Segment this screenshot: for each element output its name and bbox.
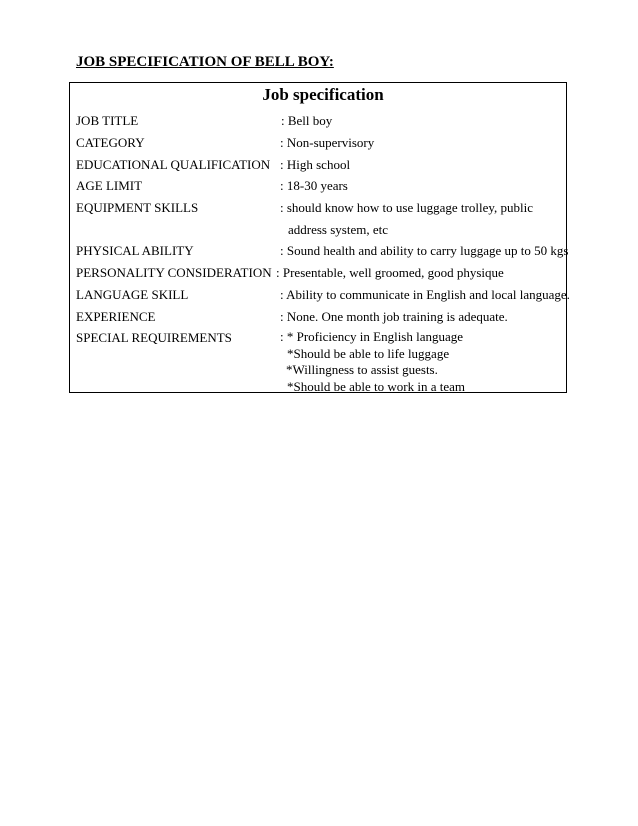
spec-value: : Ability to communicate in English and local language. — [280, 287, 570, 302]
spec-value-line: *Willingness to assist guests. — [286, 362, 438, 377]
spec-value: : Presentable, well groomed, good physique — [276, 265, 504, 280]
spec-label: SPECIAL REQUIREMENTS — [76, 330, 232, 345]
spec-value — [280, 329, 465, 395]
spec-value: : Bell boy — [281, 113, 333, 128]
spec-value-line: : should know how to use luggage trolley, public — [280, 200, 533, 215]
spec-value: : Non-supervisory — [280, 135, 375, 150]
spec-label: LANGUAGE SKILL — [76, 287, 189, 302]
spec-label: PHYSICAL ABILITY — [76, 243, 194, 258]
job-specification-table — [69, 82, 570, 394]
spec-value: : 18-30 years — [280, 178, 348, 193]
spec-value: : Sound health and ability to carry luggage up to 50 kgs — [280, 243, 569, 258]
spec-label: EQUIPMENT SKILLS — [76, 200, 199, 215]
spec-label: PERSONALITY CONSIDERATION — [76, 265, 272, 280]
spec-value-line: : * Proficiency in English language — [280, 329, 464, 344]
document-heading: JOB SPECIFICATION OF BELL BOY: — [76, 54, 334, 70]
spec-value-continuation: address system, etc — [288, 222, 389, 237]
spec-value: : High school — [280, 157, 351, 172]
spec-label: JOB TITLE — [76, 113, 139, 128]
spec-label: EDUCATIONAL QUALIFICATION — [76, 157, 271, 172]
spec-label: CATEGORY — [76, 135, 145, 150]
spec-label: AGE LIMIT — [76, 178, 143, 193]
spec-value-line: *Should be able to life luggage — [287, 345, 450, 361]
spec-value — [280, 199, 533, 238]
spec-label: EXPERIENCE — [76, 309, 156, 324]
spec-value-line: *Should be able to work in a team — [287, 378, 465, 394]
table-title: Job specification — [262, 85, 384, 104]
spec-value: : None. One month job training is adequate. — [280, 309, 508, 324]
